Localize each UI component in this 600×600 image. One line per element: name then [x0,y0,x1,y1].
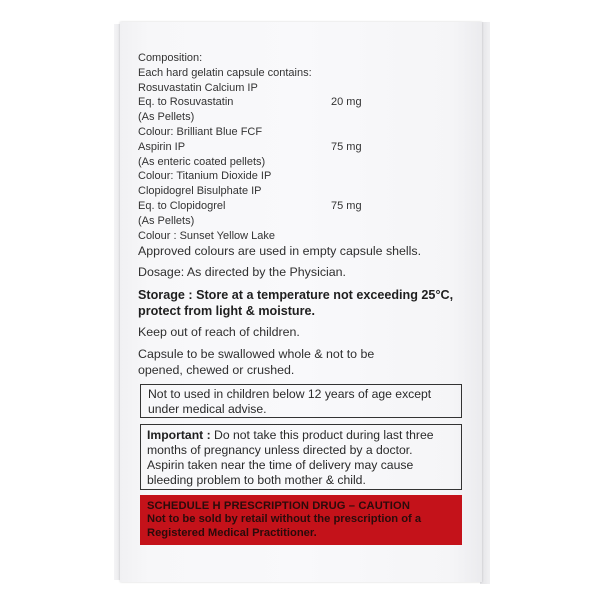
composition-text: Colour: Brilliant Blue FCF [138,125,263,138]
important-line-3: Aspirin taken near the time of delivery may cause [147,458,414,472]
composition-line [138,51,438,66]
composition-text: Rosuvastatin Calcium IP [138,81,258,94]
composition-text: Composition: [138,52,203,64]
composition-text: (As Pellets) [138,214,195,227]
composition-line [138,140,438,155]
composition-line [138,81,438,96]
important-line-1-text: Do not take this product during last three [210,428,434,442]
composition-line [138,110,438,125]
composition-text: (As enteric coated pellets) [138,155,266,168]
storage-line-2: protect from light & moisture. [138,304,316,318]
important-line-4: bleeding problem to both mother & child. [147,473,366,487]
important-warning-box [140,424,462,490]
approved-colours-text: Approved colours are used in empty capsule shells. [138,244,422,258]
composition-text: Aspirin IP [138,140,186,153]
composition-dose: 20 mg [331,96,362,109]
composition-line [138,169,438,184]
composition-text: Eq. to Rosuvastatin [138,96,234,109]
composition-line [138,184,438,199]
composition-line [138,95,438,110]
composition-line [138,214,438,229]
schedule-title: SCHEDULE H PRESCRIPTION DRUG – CAUTION [147,500,410,512]
important-line-1 [147,428,461,443]
composition-text: Clopidogrel Bisulphate IP [138,185,262,198]
schedule-line-2: Registered Medical Practitioner. [147,526,317,539]
composition-text: Colour: Titanium Dioxide IP [138,170,272,183]
composition-line [138,199,438,214]
composition-text: (As Pellets) [138,111,195,124]
composition-line [138,125,438,140]
swallow-instructions [138,346,374,378]
storage-line-1: Storage : Store at a temperature not exceeding 25°C, [138,288,454,302]
composition-text: Each hard gelatin capsule contains: [138,66,312,79]
composition-line [138,66,438,81]
swallow-line-2: opened, chewed or crushed. [138,363,295,377]
schedule-line-1: Not to be sold by retail without the prescription of a [147,513,422,526]
children-warning-line-1: Not to used in children below 12 years of age except [148,387,432,401]
dosage-text: Dosage: As directed by the Physician. [138,265,347,279]
children-warning-box [140,384,462,418]
composition-text: Eq. to Clopidogrel [138,199,226,212]
composition-line [138,229,438,244]
composition-dose: 75 mg [331,199,362,212]
composition-list [138,51,438,243]
composition-text: Colour : Sunset Yellow Lake [138,229,275,242]
composition-line [138,155,438,170]
important-label: Important : [147,428,211,442]
children-warning-line-2: under medical advise. [148,402,267,416]
storage-instructions [138,287,453,319]
important-line-2: months of pregnancy unless directed by a doctor. [147,443,413,457]
schedule-h-caution-box [140,495,462,545]
keep-out-of-reach-text: Keep out of reach of children. [138,325,300,339]
swallow-line-1: Capsule to be swallowed whole & not to be [138,347,375,361]
composition-dose: 75 mg [331,140,362,153]
